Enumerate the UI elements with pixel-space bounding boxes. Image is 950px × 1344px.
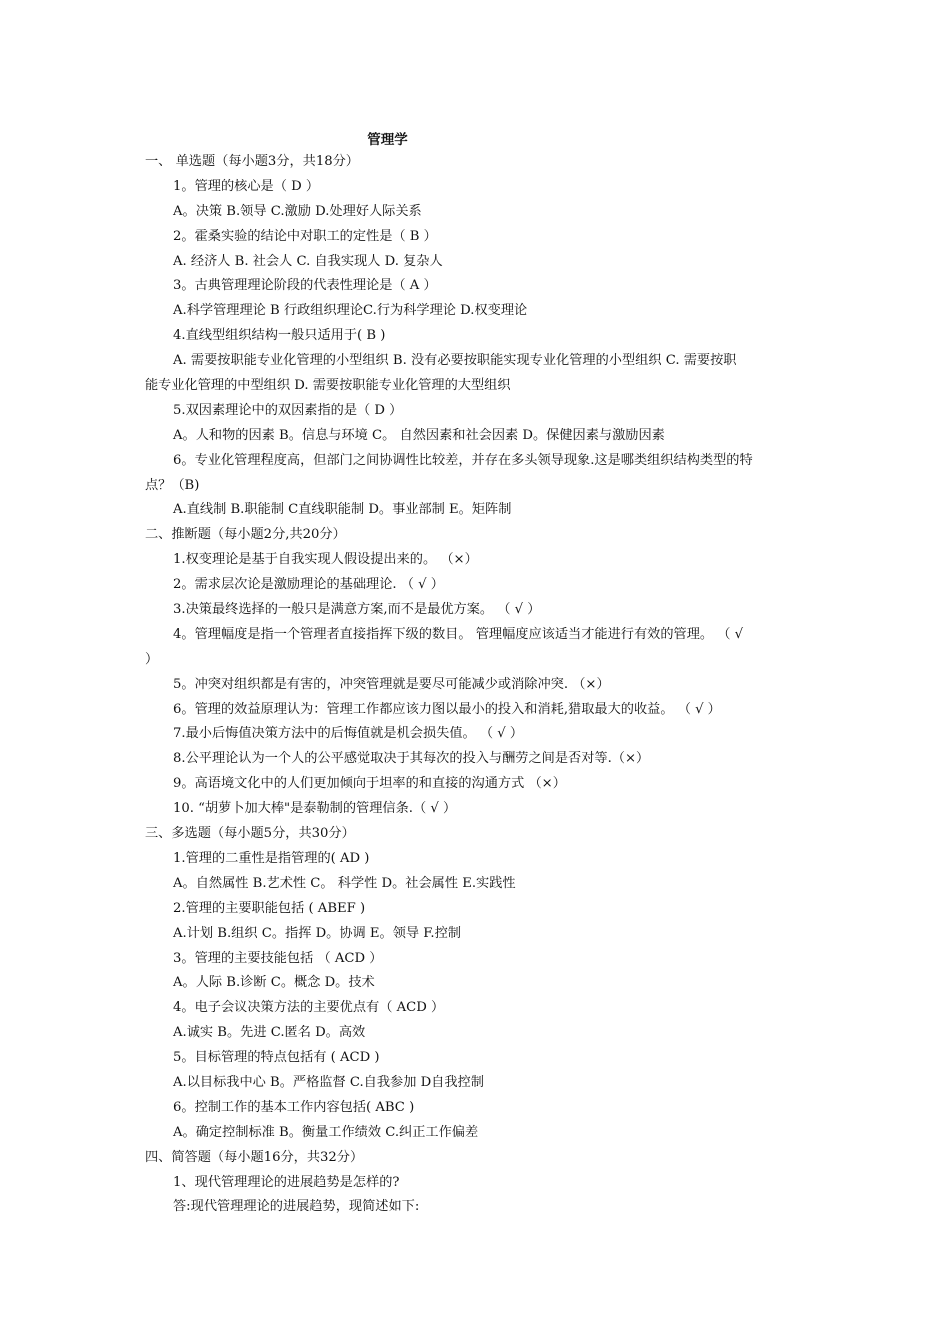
judgment-item: 10. “胡萝卜加大棒"是泰勒制的管理信条.（ √ ） [173,801,457,817]
question-line: 5.双因素理论中的双因素指的是（ D ） [173,402,403,418]
judgment-item: 7.最小后悔值决策方法中的后悔值就是机会损失值。 （ √ ） [173,726,524,742]
options-line: A。人际 B.诊断 C。概念 D。技术 [173,975,375,991]
question-line: 2.管理的主要职能包括 ( ABEF ) [173,900,366,916]
section-heading-judgment: 二、推断题（每小题2分,共20分） [145,527,346,543]
document-body [145,150,815,1220]
question-line: 1、现代管理理论的进展趋势是怎样的? [173,1174,400,1190]
question-line: 2。霍桑实验的结论中对职工的定性是（ B ） [173,228,437,244]
question-line: 1.管理的二重性是指管理的( AD ) [173,850,370,866]
options-line: A.科学管理理论 B 行政组织理论C.行为科学理论 D.权变理论 [173,303,528,319]
question-line: 4。电子会议决策方法的主要优点有（ ACD ） [173,1000,445,1016]
options-line: A。自然属性 B.艺术性 C。 科学性 D。社会属性 E.实践性 [173,875,516,891]
options-line: A. 经济人 B. 社会人 C. 自我实现人 D. 复杂人 [173,253,443,269]
judgment-item: 5。冲突对组织都是有害的，冲突管理就是要尽可能减少或消除冲突. （×） [173,676,610,692]
section-heading-short-answer: 四、简答题（每小题16分，共32分） [145,1149,364,1165]
judgment-item: 1.权变理论是基于自我实现人假设提出来的。 （×） [173,552,478,568]
judgment-item: 2。需求层次论是激励理论的基础理论. （ √ ） [173,577,444,593]
options-line: A.直线制 B.职能制 C直线职能制 D。事业部制 E。矩阵制 [173,502,512,518]
options-line: A.以目标我中心 B。严格监督 C.自我参加 D自我控制 [173,1074,484,1090]
judgment-item-continued: ） [145,651,159,667]
options-line-continued: 能专业化管理的中型组织 D. 需要按职能专业化管理的大型组织 [145,378,511,394]
document-title: 管理学 [367,132,408,148]
options-line: A.诚实 B。先进 C.匿名 D。高效 [173,1025,366,1041]
answer-line: 答:现代管理理论的进展趋势，现简述如下: [173,1199,420,1215]
question-line-continued: 点？（B) [145,477,200,493]
question-line: 6。专业化管理程度高，但部门之间协调性比较差，并存在多头领导现象.这是哪类组织结构类型的特 [173,452,753,468]
options-line: A。人和物的因素 B。信息与环境 C。 自然因素和社会因素 D。保健因素与激励因素 [173,427,665,443]
judgment-item: 3.决策最终选择的一般只是满意方案,而不是最优方案。 （ √ ） [173,602,541,618]
judgment-item: 8.公平理论认为一个人的公平感觉取决于其每次的投入与酬劳之间是否对等.（×） [173,751,650,767]
options-line: A. 需要按职能专业化管理的小型组织 B. 没有必要按职能实现专业化管理的小型组织 C. 需要按职 [173,353,737,369]
judgment-item: 9。高语境文化中的人们更加倾向于坦率的和直接的沟通方式 （×） [173,776,566,792]
question-line: 1。管理的核心是（ D ） [173,178,320,194]
section-heading-single-choice: 一、 单选题（每小题3分，共18分） [145,154,359,169]
question-line: 3。古典管理理论阶段的代表性理论是（ A ） [173,278,437,294]
question-line: 5。目标管理的特点包括有 ( ACD ) [173,1050,380,1066]
options-line: A。确定控制标准 B。衡量工作绩效 C.纠正工作偏差 [173,1124,479,1140]
judgment-item: 4。管理幅度是指一个管理者直接指挥下级的数目。 管理幅度应该适当才能进行有效的管理。 （ √ [173,626,744,642]
section-heading-multiple-choice: 三、多选题（每小题5分，共30分） [145,826,355,842]
options-line: A.计划 B.组织 C。指挥 D。协调 E。领导 F.控制 [173,925,461,941]
options-line: A。决策 B.领导 C.激励 D.处理好人际关系 [173,203,422,219]
question-line: 6。控制工作的基本工作内容包括( ABC ) [173,1099,415,1115]
question-line: 3。管理的主要技能包括 （ ACD ） [173,950,383,966]
judgment-item: 6。管理的效益原理认为：管理工作都应该力图以最小的投入和消耗,猎取最大的收益。 （ √ ） [173,701,721,717]
question-line: 4.直线型组织结构一般只适用于( B ) [173,328,386,344]
